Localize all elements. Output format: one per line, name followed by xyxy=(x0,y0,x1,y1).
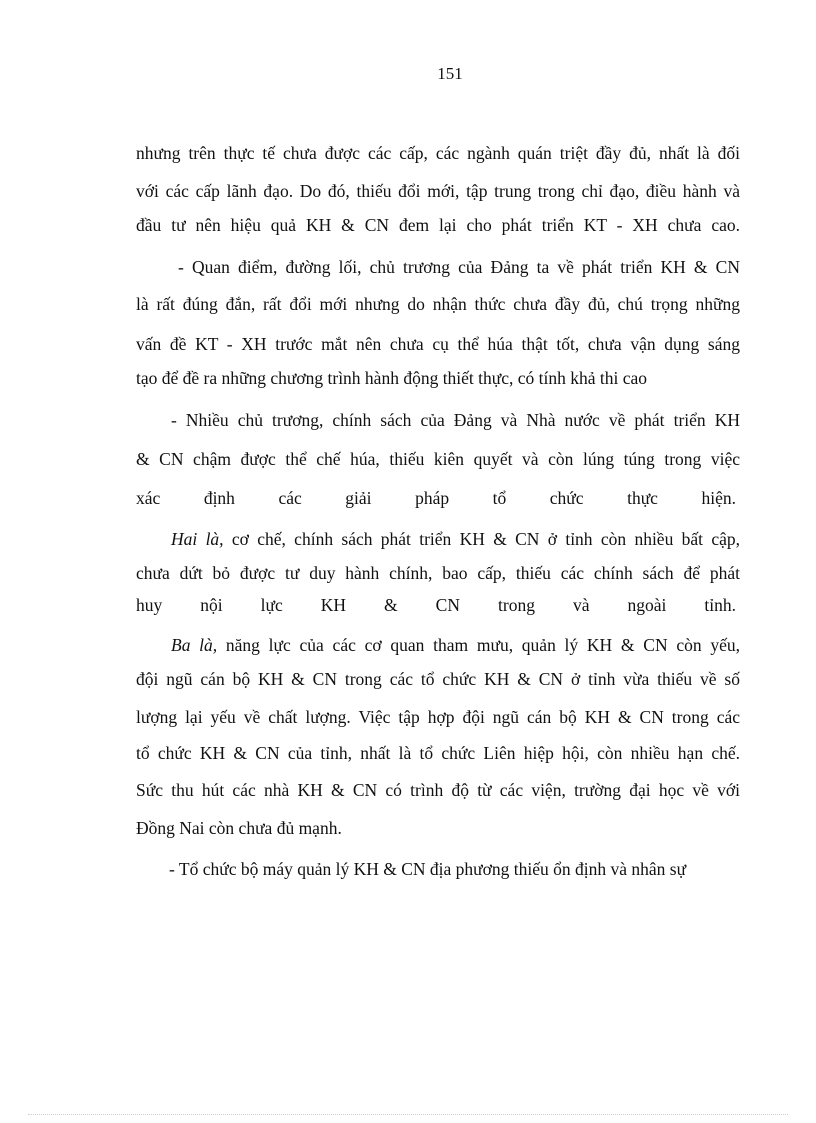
text-line: tổ chức KH & CN của tỉnh, nhất là tổ chức Liên hiệp hội, còn nhiều hạn chế. xyxy=(136,743,740,763)
text-line: - Nhiều chủ trương, chính sách của Đảng và Nhà nước về phát triển KH xyxy=(171,410,740,430)
text-line xyxy=(171,528,740,550)
text-line: - Tổ chức bộ máy quản lý KH & CN địa phương thiếu ổn định và nhân sự xyxy=(169,859,687,879)
text-line: vấn đề KT - XH trước mắt nên chưa cụ thể húa thật tốt, chưa vận dụng sáng xyxy=(136,334,740,354)
text-line: đầu tư nên hiệu quả KH & CN đem lại cho phát triển KT - XH chưa cao. xyxy=(136,215,740,235)
page-number: 151 xyxy=(437,64,463,83)
text-line: là rất đúng đắn, rất đổi mới nhưng do nhận thức chưa đầy đủ, chú trọng những xyxy=(136,294,740,314)
text-span: năng lực của các cơ quan tham mưu, quản lý KH & CN còn yếu, xyxy=(217,635,740,655)
text-line xyxy=(171,634,740,656)
text-span: cơ chế, chính sách phát triển KH & CN ở tỉnh còn nhiều bất cập, xyxy=(223,529,740,549)
paragraph-lead: Hai là, xyxy=(171,529,224,549)
text-line: Đồng Nai còn chưa đủ mạnh. xyxy=(136,818,342,838)
text-line: xác định các giải pháp tổ chức thực hiện. xyxy=(136,488,736,508)
text-line: tạo để đề ra những chương trình hành động thiết thực, có tính khả thi cao xyxy=(136,368,648,388)
text-line: đội ngũ cán bộ KH & CN trong các tổ chức KH & CN ở tỉnh vừa thiếu về số xyxy=(136,669,740,689)
text-line: huy nội lực KH & CN trong và ngoài tỉnh. xyxy=(136,595,736,615)
text-line: Sức thu hút các nhà KH & CN có trình độ từ các viện, trường đại học về với xyxy=(136,780,740,800)
text-line: chưa dứt bỏ được tư duy hành chính, bao cấp, thiếu các chính sách để phát xyxy=(136,563,740,583)
text-line: - Quan điểm, đường lối, chủ trương của Đảng ta về phát triển KH & CN xyxy=(178,257,740,277)
paragraph-lead: Ba là, xyxy=(171,635,218,655)
page-bottom-rule xyxy=(28,1114,788,1115)
text-line: lượng lại yếu về chất lượng. Việc tập hợp đội ngũ cán bộ KH & CN trong các xyxy=(136,707,740,727)
text-line: với các cấp lãnh đạo. Do đó, thiếu đổi mới, tập trung trong chỉ đạo, điều hành và xyxy=(136,181,740,201)
text-line: nhưng trên thực tế chưa được các cấp, các ngành quán triệt đầy đủ, nhất là đối xyxy=(136,143,740,163)
text-line: & CN chậm được thể chế húa, thiếu kiên quyết và còn lúng túng trong việc xyxy=(136,449,740,469)
